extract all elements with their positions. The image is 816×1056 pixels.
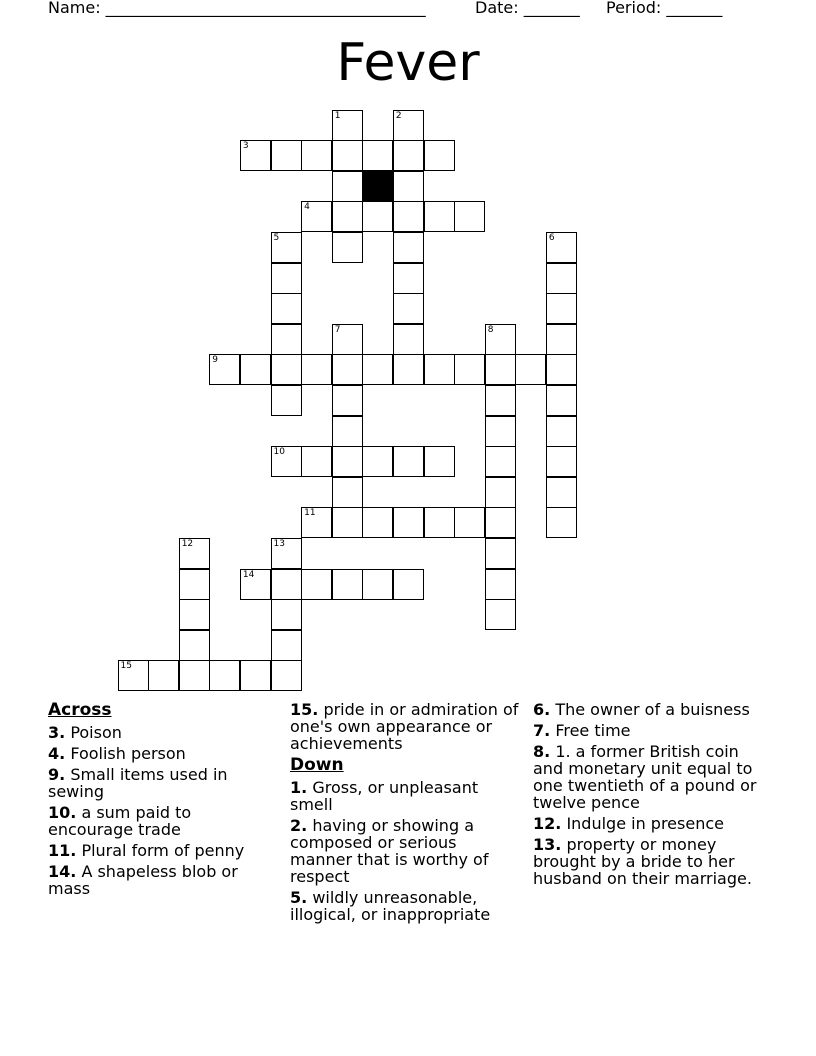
clue-down-1: 1. Gross, or unpleasant smell xyxy=(290,778,479,814)
grid-cell[interactable] xyxy=(515,354,546,385)
grid-cell[interactable] xyxy=(271,324,302,355)
grid-cell[interactable] xyxy=(332,201,363,232)
grid-cell[interactable] xyxy=(485,416,516,447)
clue-number: 14 xyxy=(242,569,255,580)
clue-down-8: 8. 1. a former British coin and monetary unit equal to one twentieth of a pound or twelve pence xyxy=(533,742,757,812)
grid-cell[interactable] xyxy=(485,538,516,569)
grid-cell[interactable] xyxy=(332,324,363,355)
grid-cell[interactable] xyxy=(485,599,516,630)
grid-cell[interactable] xyxy=(332,446,363,477)
grid-cell[interactable] xyxy=(485,324,516,355)
grid-cell[interactable] xyxy=(179,599,210,630)
grid-cell[interactable] xyxy=(332,569,363,600)
grid-cell[interactable] xyxy=(271,293,302,324)
clue-number: 5 xyxy=(273,232,280,243)
grid-cell[interactable] xyxy=(332,477,363,508)
grid-cell[interactable] xyxy=(209,660,240,691)
grid-cell[interactable] xyxy=(393,232,424,263)
grid-cell[interactable] xyxy=(301,140,332,171)
grid-cell[interactable] xyxy=(301,201,332,232)
grid-cell[interactable] xyxy=(424,446,455,477)
clue-number: 10 xyxy=(273,447,285,458)
grid-cell[interactable] xyxy=(546,416,577,447)
grid-cell[interactable] xyxy=(424,507,455,538)
clue-across-14: 14. A shapeless blob or mass xyxy=(48,862,238,898)
grid-cell[interactable] xyxy=(393,110,424,141)
clue-number: 12 xyxy=(181,538,194,549)
clue-number: 11 xyxy=(304,508,316,519)
clue-column-2 xyxy=(290,701,522,927)
grid-cell[interactable] xyxy=(332,385,363,416)
grid-cell[interactable] xyxy=(271,140,302,171)
grid-cell[interactable] xyxy=(362,507,393,538)
grid-cell[interactable] xyxy=(546,446,577,477)
date-field: Date: _______ xyxy=(475,0,580,17)
clue-number: 15 xyxy=(120,661,132,672)
grid-cell[interactable] xyxy=(393,507,424,538)
clue-number: 8 xyxy=(487,324,494,335)
grid-cell[interactable] xyxy=(546,232,577,263)
grid-cell[interactable] xyxy=(179,660,210,691)
grid-cell[interactable] xyxy=(271,232,302,263)
grid-cell[interactable] xyxy=(362,354,393,385)
grid-cell[interactable] xyxy=(332,232,363,263)
clue-down-12: 12. Indulge in presence xyxy=(533,814,724,833)
grid-cell[interactable] xyxy=(454,354,485,385)
grid-cell[interactable] xyxy=(393,171,424,202)
grid-cell[interactable] xyxy=(393,140,424,171)
clue-across-9: 9. Small items used in sewing xyxy=(48,765,228,801)
clue-number: 6 xyxy=(548,232,555,243)
grid-cell[interactable] xyxy=(179,538,210,569)
clue-across-10: 10. a sum paid to encourage trade xyxy=(48,803,192,839)
grid-cell[interactable] xyxy=(209,354,240,385)
grid-cell[interactable] xyxy=(393,446,424,477)
clue-across-4: 4. Foolish person xyxy=(48,744,186,763)
grid-cell[interactable] xyxy=(240,660,271,691)
grid-cell[interactable] xyxy=(240,354,271,385)
clue-across-3: 3. Poison xyxy=(48,723,122,742)
grid-cell[interactable] xyxy=(362,140,393,171)
grid-cell[interactable] xyxy=(546,354,577,385)
grid-cell[interactable] xyxy=(332,416,363,447)
down-heading: Down xyxy=(290,755,344,775)
grid-cell[interactable] xyxy=(546,507,577,538)
page-title: Fever xyxy=(336,33,480,93)
grid-cell[interactable] xyxy=(546,477,577,508)
clue-column-3 xyxy=(533,701,765,891)
grid-cell[interactable] xyxy=(271,569,302,600)
clue-number: 9 xyxy=(212,355,219,366)
grid-cell[interactable] xyxy=(271,354,302,385)
clue-down-7: 7. Free time xyxy=(533,721,631,740)
grid-cell[interactable] xyxy=(332,171,363,202)
grid-cell[interactable] xyxy=(301,507,332,538)
clue-number: 1 xyxy=(334,110,341,121)
clue-number: 2 xyxy=(395,110,402,121)
grid-cell[interactable] xyxy=(424,201,455,232)
clue-down-6: 6. The owner of a buisness xyxy=(533,700,750,719)
clue-across-11: 11. Plural form of penny xyxy=(48,841,245,860)
grid-cell[interactable] xyxy=(393,569,424,600)
grid-cell[interactable] xyxy=(485,569,516,600)
grid-cell[interactable] xyxy=(485,446,516,477)
grid-cell[interactable] xyxy=(271,538,302,569)
grid-cell[interactable] xyxy=(546,263,577,294)
name-field: Name: ________________________________________ xyxy=(48,0,426,17)
grid-cell[interactable] xyxy=(424,140,455,171)
grid-cell[interactable] xyxy=(301,354,332,385)
grid-cell[interactable] xyxy=(271,599,302,630)
grid-cell[interactable] xyxy=(393,324,424,355)
grid-cell[interactable] xyxy=(485,507,516,538)
grid-cell[interactable] xyxy=(332,354,363,385)
grid-cell[interactable] xyxy=(424,354,455,385)
grid-cell[interactable] xyxy=(271,446,302,477)
period-field: Period: _______ xyxy=(606,0,723,17)
grid-cell[interactable] xyxy=(485,385,516,416)
grid-cell[interactable] xyxy=(179,569,210,600)
grid-cell[interactable] xyxy=(271,660,302,691)
grid-cell[interactable] xyxy=(485,477,516,508)
grid-cell[interactable] xyxy=(393,263,424,294)
clue-down-2: 2. having or showing a composed or serious manner that is worthy of respect xyxy=(290,816,489,886)
clue-number: 7 xyxy=(334,324,341,335)
grid-cell[interactable] xyxy=(271,263,302,294)
grid-cell[interactable] xyxy=(148,660,179,691)
grid-cell[interactable] xyxy=(546,293,577,324)
clue-down-5: 5. wildly unreasonable, illogical, or inappropriate xyxy=(290,888,491,924)
black-square xyxy=(362,171,393,202)
clue-column-1 xyxy=(48,701,280,901)
clue-number: 4 xyxy=(304,202,310,213)
grid-cell[interactable] xyxy=(332,140,363,171)
grid-cell[interactable] xyxy=(362,446,393,477)
grid-cell[interactable] xyxy=(546,385,577,416)
grid-cell[interactable] xyxy=(362,201,393,232)
grid-cell[interactable] xyxy=(393,293,424,324)
grid-cell[interactable] xyxy=(240,569,271,600)
grid-cell[interactable] xyxy=(240,140,271,171)
grid-cell[interactable] xyxy=(393,354,424,385)
across-heading: Across xyxy=(48,700,112,720)
grid-cell[interactable] xyxy=(485,354,516,385)
grid-cell[interactable] xyxy=(454,201,485,232)
clue-down-13: 13. property or money brought by a bride to her husband on their marriage. xyxy=(533,835,752,888)
grid-cell[interactable] xyxy=(454,507,485,538)
clue-number: 13 xyxy=(273,538,285,549)
grid-cell[interactable] xyxy=(546,324,577,355)
clue-across-15: 15. pride in or admiration of one's own appearance or achievements xyxy=(290,700,519,753)
grid-cell[interactable] xyxy=(301,569,332,600)
grid-cell[interactable] xyxy=(179,630,210,661)
grid-cell[interactable] xyxy=(393,201,424,232)
grid-cell[interactable] xyxy=(271,385,302,416)
grid-cell[interactable] xyxy=(362,569,393,600)
clue-number: 3 xyxy=(242,141,249,152)
grid-cell[interactable] xyxy=(301,446,332,477)
grid-cell[interactable] xyxy=(271,630,302,661)
grid-cell[interactable] xyxy=(332,507,363,538)
grid-cell[interactable] xyxy=(118,660,149,691)
grid-cell[interactable] xyxy=(332,110,363,141)
